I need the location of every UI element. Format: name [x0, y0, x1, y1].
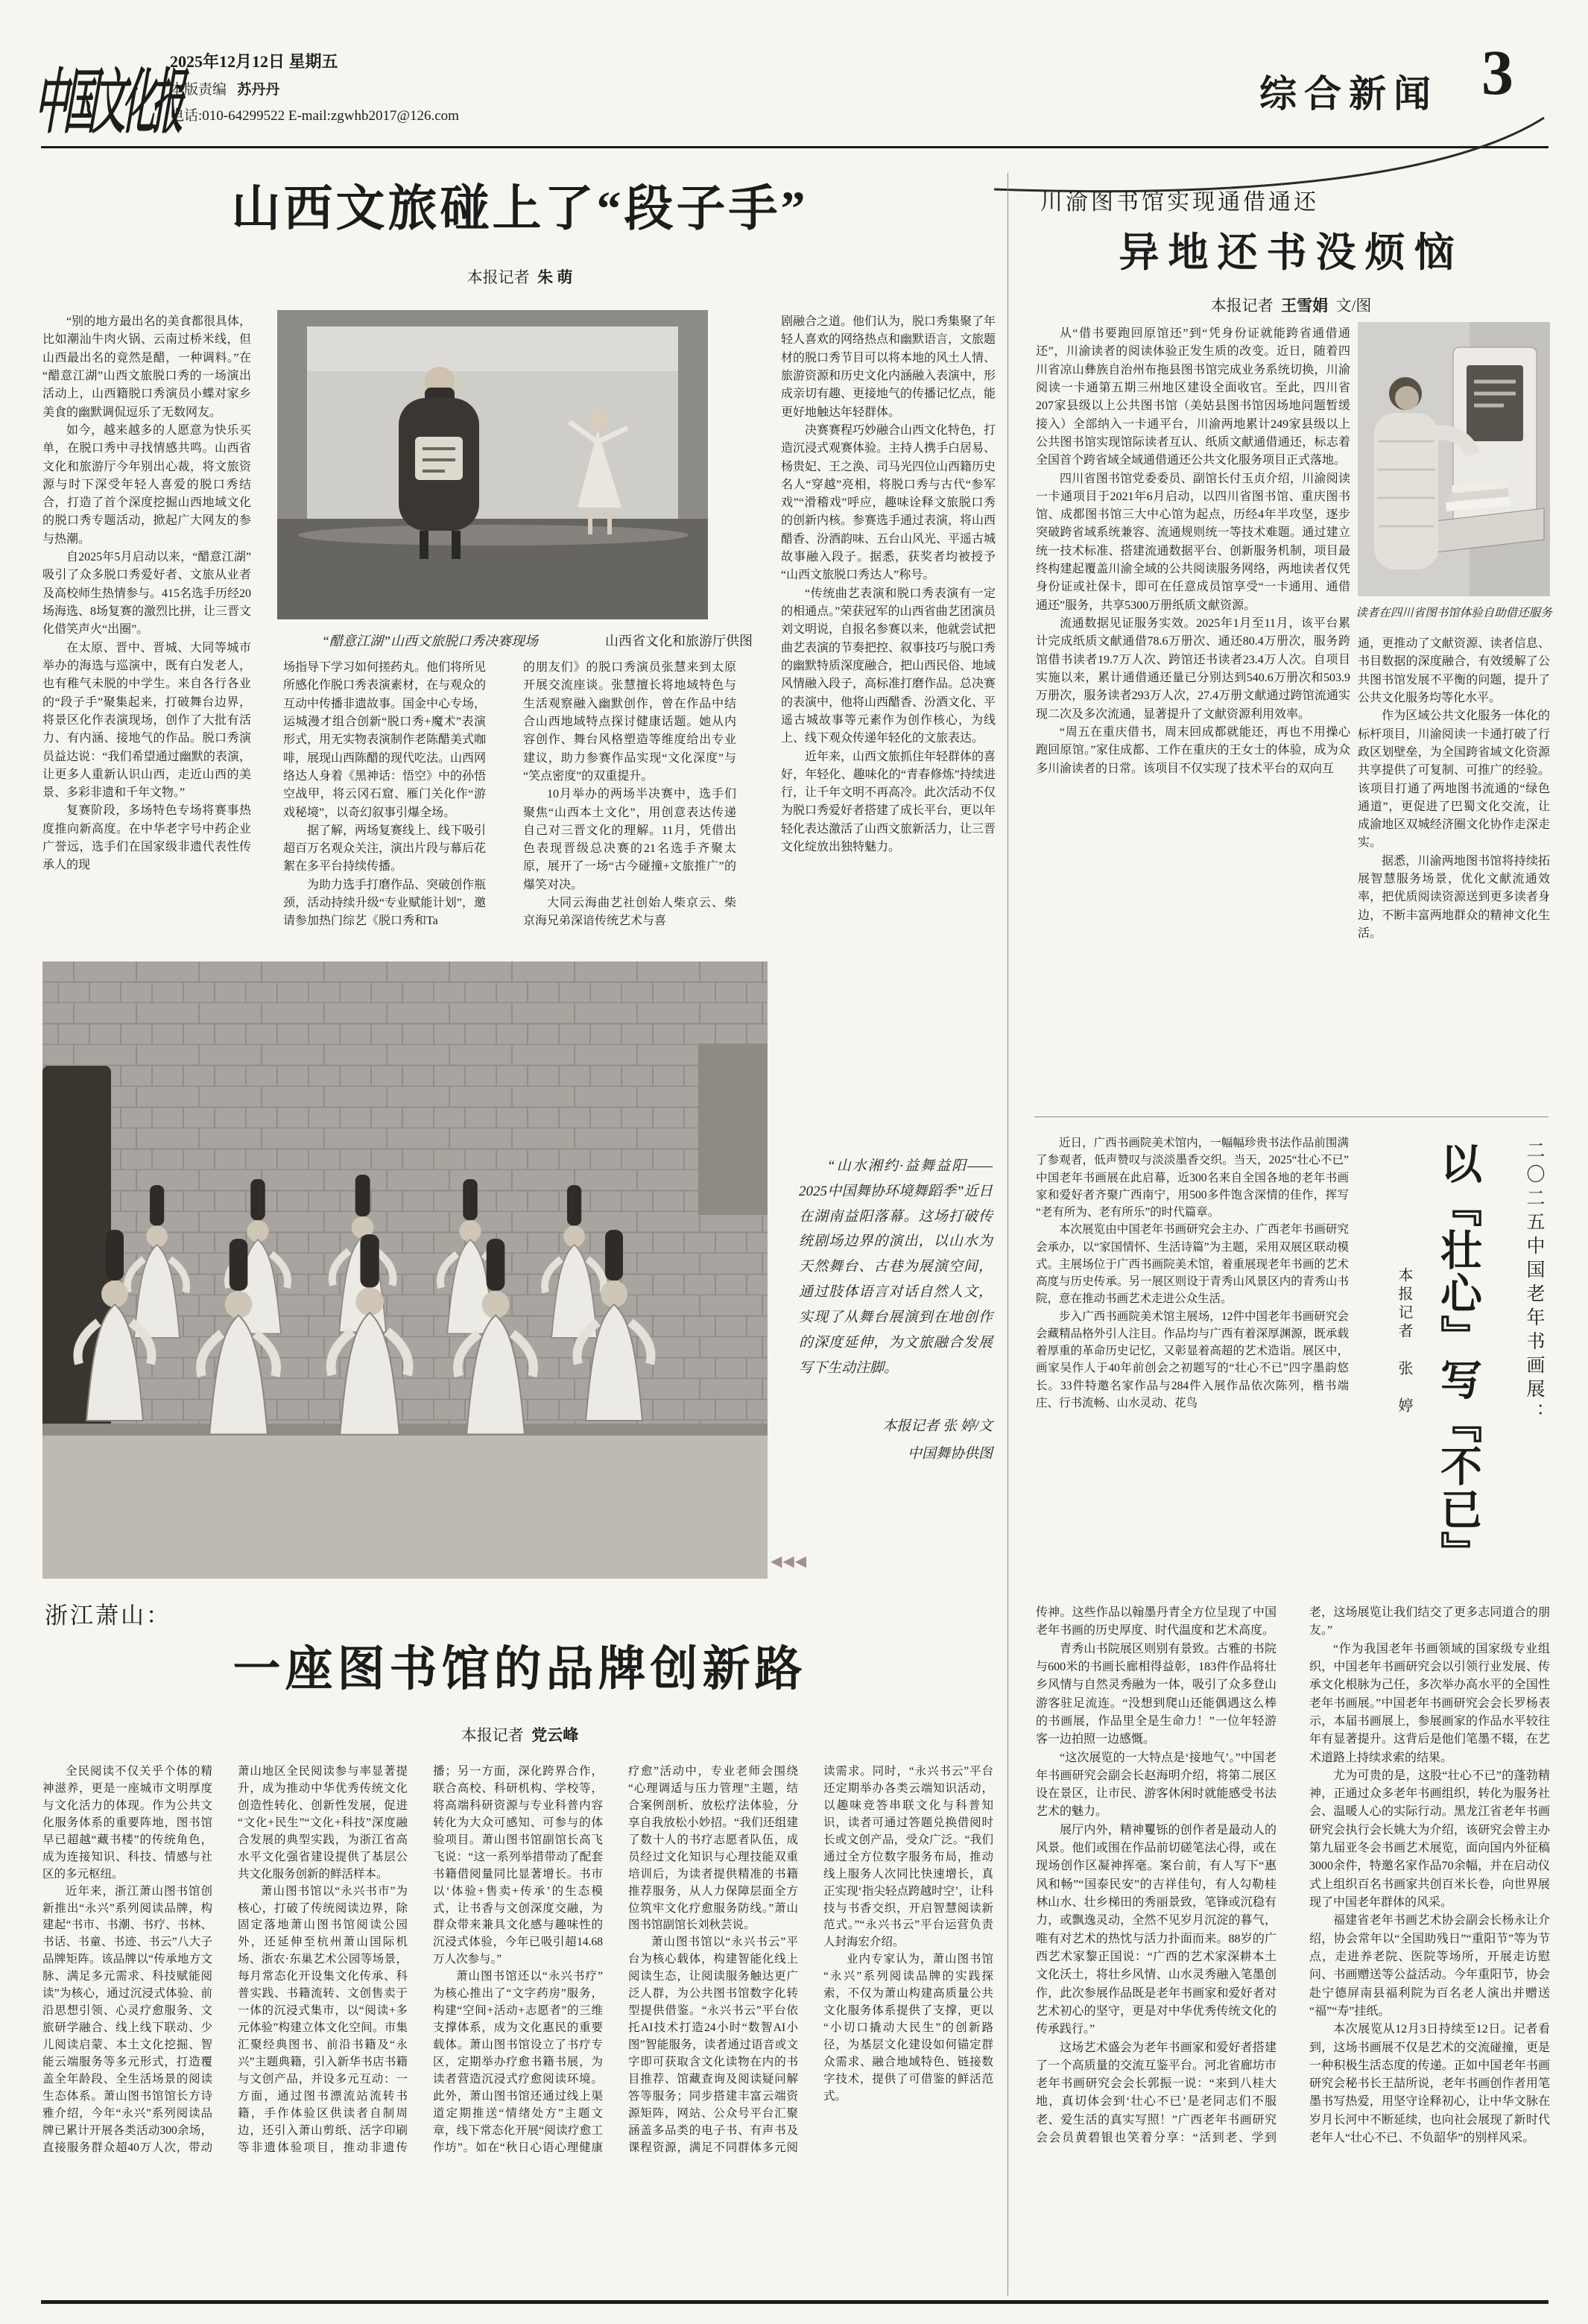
chuanyu-headline: 异地还书没烦恼	[1119, 230, 1464, 275]
paragraph: 作为区域公共文化服务一体化的标杆项目，川渝阅读一卡通打破了行政区划壁垒，为全国跨省域文化资源共享提供了可复制、可推广的经验。该项目打通了两地图书流通的“绿色通道”，更促进了巴蜀文化交流，让成渝地区双城经济圈文化协作走深走实。	[1358, 710, 1550, 850]
header-info	[170, 49, 459, 124]
byline-name: 党云峰	[531, 1726, 579, 1744]
publication-date: 2025年12月12日 星期五	[170, 52, 338, 71]
dance-caption-block	[799, 1154, 993, 1462]
laonian-headline-block	[1362, 1139, 1550, 1591]
byline-name: 朱 萌	[537, 268, 573, 286]
shanxi-stage-photo	[277, 310, 708, 619]
paragraph: 如今，越来越多的人愿意为快乐买单，在脱口秀中寻找情感共鸣。山西省文化和旅游厅今年别出心裁，将文旅资源与时下深受年轻人喜爱的脱口秀结合，打造了首个深度挖掘山西地域文化的脱口秀专题活动，掀起广大网友的参与热潮。	[42, 423, 251, 546]
chuanyu-byline	[1032, 294, 1550, 316]
paragraph: 流通数据见证服务实效。2025年1月至11月，该平台累计完成纸质文献通借78.6万册次、通还80.4万册次，服务跨馆借书读者19.7万人次、跨馆还书读者23.4万人次。自项目实施以来，累计通借通还量已分别达到540.6万册次和503.9万册次，服务读者293万人次，27.4万册文献通过跨馆流通实现二次及多次流通，显著提升了文献资源利用效率。	[1036, 617, 1350, 721]
xiaoshan-body	[42, 1763, 993, 2297]
paragraph: 剧融合之道。他们认为，脱口秀集聚了年轻人喜欢的网络热点和幽默语言，文旅题材的脱口秀节目可以将本地的风土人情、旅游资源和历史文化内涵融入表演中，形成亲切有趣、更接地气的传播记忆点，能更好地触达年轻群体。	[781, 315, 996, 419]
chuanyu-column-1	[1036, 325, 1350, 1109]
paragraph: “传统曲艺表演和脱口秀表演有一定的相通点。”荣获冠军的山西省曲艺团演员刘文明说，自报名参赛以来，他就尝试把曲艺表演的节奏把控、叙事技巧与脱口秀的幽默特质深度融合，把山西民俗、地域风情融入段子，高标准打磨作品。总决赛的表演中，他将山西醋香、汾酒文化、平遥古城故事等元素作为创作核心，为线上、线下观众传递年轻化的文旅表达。	[781, 587, 996, 745]
chuanyu-photo-caption: 读者在四川省图书馆体验自助借还服务	[1356, 607, 1552, 619]
photo-credit: 山西省文化和旅游厅供图	[605, 634, 753, 648]
paragraph: 大同云海曲艺社创始人柴京云、柴京海兄弟深谙传统艺术与喜	[523, 897, 736, 928]
laonian-column-a	[1036, 1134, 1349, 1591]
shanxi-column-4	[781, 313, 996, 941]
dance-caption: “山水湘约·益舞益阳——2025中国舞协环境舞蹈季”近日在湖南益阳落幕。这场打破传统剧场边界的演出，以山水为天然舞台、古巷为展演空间，通过肢体语言对话自然人文，实现了从舞台展演到在地创作的深度延伸，为文旅融合发展写下生动注脚。	[799, 1158, 993, 1376]
library-kiosk-photo	[1358, 322, 1550, 596]
paragraph: 近日，广西书画院美术馆内，一幅幅珍贵书法作品前围满了参观者，低声赞叹与淡淡墨香交织。当天，2025“壮心不已”中国老年书画展在此启幕，近300名来自全国各地的老年书画家和爱好者齐聚广西南宁，用500多件饱含深情的佳作，挥写“老有所为、老有所乐”的时代篇章。	[1036, 1137, 1349, 1219]
editor-name: 苏丹丹	[237, 82, 280, 98]
laonian-headline: 以『壮心』写『不已』	[1434, 1142, 1481, 1574]
paragraph: 全民阅读不仅关乎个体的精神滋养，更是一座城市文明厚度与文化活力的体现。作为公共文化服务体系的重要阵地，图书馆早已超越“藏书楼”的传统角色，成为连接知识、科技、情感与社区的多元枢纽。	[42, 1765, 212, 1881]
photo-caption: “醋意江湖”山西文旅脱口秀决赛现场	[322, 634, 539, 648]
paragraph: 通，更推动了文献资源、读者信息、书目数据的深度融合，有效缓解了公共图书馆发展不平衡的问题，提升了公共文化服务均等化水平。	[1358, 637, 1550, 704]
paragraph: 萧山图书馆以“永兴书云”平台为核心载体，构建智能化线上阅读生态，让阅读服务触达更广泛人群，为公共图书馆数字化转型提供借鉴。“永兴书云”平台依托AI技术打造24小时“数智AI小图”智能服务，读者通过语音或文字即可获取含文化读物在内的书目推荐、馆藏查询及阅读疑问解答等服务；同步搭建丰富云端资源矩阵，网站、公众号平台汇聚涵盖多品类的电子书、有声书及课程资源，满足不同群体多元阅读需求。同时，“永兴书云”平台还定期举办各类云端知识活动，以趣味竞答串联文化与科普知识，读者可通过答题兑换借阅时长或文创产品，受众广泛。“我们通过全方位数字服务布局，推动线上服务人次同比快速增长，真正实现‘指尖轻点跨越时空’，让科技与书香交织，开启智慧阅读新范式。”“永兴书云”平台运营负责人封海宏介绍。	[628, 1765, 993, 2154]
shanxi-photo-captions	[277, 623, 763, 650]
paragraph: 的朋友们》的脱口秀演员张慧来到太原开展交流座谈。张慧擅长将地域特色与生活观察融入幽默创作，曾在作品中结合山西地域特点探讨健康话题。她从内容创作、舞台风格塑造等维度给出专业建议，助力参赛作品实现“文化深度”与“笑点密度”的双重提升。	[523, 661, 736, 783]
section-title: 综合新闻	[1259, 73, 1438, 115]
byline-suffix: 文/图	[1335, 297, 1372, 315]
paragraph: 为助力选手打磨作品、突破创作瓶颈，活动持续升级“专业赋能计划”，邀请参加热门综艺《脱口秀和Ta	[283, 878, 486, 928]
paragraph: 近年来，山西文旅抓住年轻群体的喜好，年轻化、趣味化的“青春修炼”持续进行，让千年文明不再高冷。此次活动不仅为脱口秀爱好者搭建了成长平台，更以年轻化表达激活了山西文旅新活力，让三晋文化绽放出独特魅力。	[781, 750, 996, 854]
byline-label: 本报记者	[466, 268, 530, 286]
paragraph: 自2025年5月启动以来，“醋意江湖”吸引了众多脱口秀爱好者、文旅从业者及高校师生热情参与。415名选手历经20场海选、8场复赛的激烈比拼，让三晋文化借笑声火“出圈”。	[42, 551, 251, 637]
paragraph: 本次展览由中国老年书画研究会主办、广西老年书画研究会承办，以“家国情怀、生活诗篇”为主题，采用双展区联动模式。主展场位于广西书画院美术馆，着重展现老年书画的艺术高度与历史传承。另一展区则设于青秀山风景区内的青秀山书院，意在推动书画艺术走进公众生活。	[1036, 1223, 1349, 1306]
shanxi-column-3	[523, 659, 736, 941]
paragraph: 业内专家认为，萧山图书馆“永兴”系列阅读品牌的实践探索，不仅为萧山构建高质量公共文化服务体系提供了支撑，更以“小切口撬动大民生”的创新路径，为基层文化建设如何锚定群众需求、融合地域特色、链接数字技术，提供了可借鉴的鲜活范式。	[823, 1953, 993, 2103]
paragraph: 尤为可贵的是，这股“壮心不已”的蓬勃精神，正通过众多老年书画组织，转化为服务社会、温暖人心的实际行动。黑龙江省老年书画研究会执行会长姚大为介绍，该研究会曾主办第九届亚冬会书画艺术展览，面向国内外征稿3000余件，特邀名家作品70余幅，并在启动仪式上组织百名书画家共创百米长卷，向世界展现了中国老年群体的风采。	[1309, 1769, 1550, 1909]
chuanyu-column-2	[1358, 635, 1550, 1109]
xiaoshan-kicker: 浙江萧山：	[45, 1603, 171, 1629]
paragraph: 萧山图书馆还以“永兴书疗”为核心推出了“文字药房”服务，构建“空间+活动+志愿者”的三维支撑体系，成为文化惠民的重要载体。萧山图书馆设立了书疗专区，定期举办疗愈书籍书展，为读者营造沉浸式疗愈阅读环境。此外，萧山图书馆还通过线上渠道定期推送“情绪处方”主题文章，线下常态化开展“阅读疗愈工作坊”。如在“秋日心语心理健康疗愈”活动中，专业老师会围绕“心理调适与压力管理”主题，结合案例剖析、放松疗法体验，分享自我放松小妙招。“我们还组建了数十人的书疗志愿者队伍，成员经过文化知识与心理技能双重培训后，为读者提供精准的书籍推荐服务，从人力保障层面全方位筑牢文化疗愈服务防线。”萧山图书馆副馆长刘秋芸说。	[433, 1765, 798, 2154]
laonian-kicker: 二〇二五中国老年书画展：	[1524, 1140, 1544, 1427]
editor-line	[170, 78, 459, 98]
paragraph: 展厅内外，精神矍铄的创作者是最动人的风景。他们或围在作品前切磋笔法心得，或在现场创作区凝神挥毫。案台前，有人写下“惠风和畅”“国泰民安”的吉祥佳句，有人勾勒桂林山水、壮乡梯田的秀丽景致，笔锋或沉稳有力，或飘逸灵动，全然不见岁月沉淀的暮气，唯有对艺术的热忱与活力扑面而来。88岁的广西艺术家黎正国说：“广西的艺术家深耕本土文化沃土，将壮乡风情、山水灵秀融入笔墨创作，此次参展作品既是老年书画家和爱好者对艺术初心的坚守，更是对中华优秀传统文化的传承践行。”	[1036, 1823, 1277, 2036]
paragraph: 四川省图书馆党委委员、副馆长付玉贞介绍，川渝阅读一卡通项目于2021年6月启动，以四川省图书馆、重庆图书馆、成都图书馆三大中心馆为起点，历经4年半攻坚，逐步突破跨省域系统兼容、流通规则统一等技术难题。通过建立统一技术标准、搭建流通数据平台、创新服务机制，项目最终构建起覆盖川渝全域的公共阅读服务网络，两地读者仅凭身份证或社保卡，即可在任意成员馆享受“一卡通用、通借通还”服务，共享5300万册纸质文献资源。	[1036, 472, 1350, 612]
paragraph: 传神。这些作品以翰墨丹青全方位呈现了中国老年书画的历史厚度、时代温度和艺术高度。	[1036, 1606, 1277, 1638]
paragraph: 福建省老年书画艺术协会副会长杨永让介绍，协会常年以“全国助残日”“重阳节”等为节点，走进养老院、医院等场所，开展走访慰问、书画赠送等公益活动。今年重阳节，协会赴宁德屏南县福利院为百名老人演出并赠送“福”“寿”挂纸。	[1309, 1914, 1550, 2018]
byline-label: 本报记者	[461, 1726, 524, 1744]
paragraph: 从“借书要跑回原馆还”到“凭身份证就能跨省通借通还”，川渝读者的阅读体验正发生质的改变。近日，随着四川省凉山彝族自治州布拖县图书馆完成业务系统切换，川渝阅读一卡通第五期三州地区建设全面收官。至此，四川省207家县级以上公共图书馆（美姑县图书馆因场地问题暂缓接入）全部纳入一卡通平台，川渝两地累计249家县级以上公共图书馆实现馆际读者互认、纸质文献通借通还，标志着全国首个跨省域全域通借通还公共文化服务项目正式落地。	[1036, 327, 1350, 467]
byline-name: 王雪娟	[1281, 297, 1329, 315]
chuanyu-kicker: 川渝图书馆实现通借通还	[1040, 190, 1319, 215]
vertical-divider	[1007, 173, 1008, 2296]
editor-label: 本版责编	[170, 82, 227, 98]
shanxi-byline	[41, 265, 999, 288]
bottom-rule	[41, 2300, 1549, 2304]
paragraph: 步入广西书画院美术馆主展场，12件中国老年书画研究会会藏精品格外引人注目。作品均与广西有着深厚渊源，既承载着厚重的革命历史记忆，又彰显着高超的艺术造诣。展区中，画家吴作人于40年前创会之初题写的“壮心不已”四字墨韵悠长。33件特邀名家作品与284件入展作品依次陈列，楷书端庄、行书流畅、山水灵动、花鸟	[1036, 1310, 1349, 1409]
paragraph: 复赛阶段，多场特色专场将赛事热度推向新高度。在中华老字号中药企业广誉远，选手们在国家级非遗代表性传承人的现	[42, 804, 251, 872]
paragraph: 场指导下学习如何搓药丸。他们将所见所感化作脱口秀表演素材，在与观众的互动中传播非遗故事。国金中心专场，运城漫才组合创新“脱口秀+魔术”表演形式，用无实物表演制作老陈醋美式咖啡，展现山西陈醋的现代吃法。山西网络达人身着《黑神话：悟空》中的孙悟空战甲，将云冈石窟、雁门关化作“游戏秘境”，以奇幻叙事引爆全场。	[283, 661, 486, 819]
paragraph: “周五在重庆借书，周末回成都就能还，再也不用操心跑回原馆。”家住成都、工作在重庆的王女士的体验，成为众多川渝读者的日常。该项目不仅实现了技术平台的双向互	[1036, 725, 1350, 775]
xiaoshan-headline: 一座图书馆的品牌创新路	[232, 1643, 807, 1696]
laonian-column-b	[1036, 1604, 1550, 2297]
paragraph: 本次展览从12月3日持续至12日。记者看到，这场书画展不仅是艺术的交流碰撞，更是一种积极生活态度的传递。正如中国老年书画研究会秘书长王喆所说，老年书画创作者用笔墨书写热爱，用坚守诠释初心，让中华文脉在岁月长河中不断延续，也向社会展现了新时代老年人“壮心不已、不负韶华”的别样风采。	[1309, 2023, 1550, 2145]
shanxi-column-2	[283, 659, 486, 941]
paragraph: 决赛赛程巧妙融合山西文化特色，打造沉浸式观赛体验。主持人携手白居易、杨贵妃、王之涣、司马光四位山西籍历史名人“穿越”亮相，将脱口秀与古代“参军戏”“滑稽戏”呼应，趣味诠释文旅脱口秀的创新内核。参赛选手通过表演，将山西醋香、汾酒韵味、五台山风光、平遥古城故事融入段子。据悉，获奖者均被授予“山西文旅脱口秀达人”称号。	[781, 423, 996, 582]
paragraph: 近年来，浙江萧山图书馆创新推出“永兴”系列阅读品牌，构建起“书市、书潮、书疗、书林、书话、书童、书迹、书云”八大子品牌矩阵。该品牌以“传承地方文脉、满足多元需求、科技赋能阅读”为核心，通过沉浸式体验、前沿思想引领、心灵疗愈服务、文旅研学融合、线上线下联动、少儿阅读启蒙、本土文化挖掘、智能云端服务等多元形式，打造覆盖全年龄段、全生活场景的阅读生态体系。萧山图书馆馆长方诗雅介绍，今年“永兴”系列阅读品牌已累计开展各类活动300余场，直接服务群众超40万人次，带动萧山地区全民阅读参与率显著提升，成为推动中华优秀传统文化创造性转化、创新性发展，促进“文化+民生”“文化+科技”深度融合发展的典型实践，为浙江省高水平文化强省建设提供了基层公共文化服务创新的鲜活样本。	[42, 1765, 408, 2154]
dance-byline: 本报记者 张 婷/文	[882, 1418, 993, 1435]
contact-line: 电话:010-64299522 E-mail:zgwhb2017@126.com	[170, 108, 459, 124]
byline-label: 本报记者	[1210, 297, 1274, 315]
paragraph: “别的地方最出名的美食都很具体，比如潮汕牛肉火锅、云南过桥米线，但山西最出名的竟然是醋，一种调料。”在“醋意江湖”山西文旅脱口秀的一场演出活动上，山西籍脱口秀演员小蝶对家乡美食的幽默调侃逗乐了无数网友。	[42, 315, 251, 419]
paragraph: 青秀山书院展区则别有景致。古雅的书院与600米的书画长廊相得益彰，183件作品将壮乡风情与自然灵秀融为一体，吸引了众多登山游客驻足流连。“没想到爬山还能偶遇这么棒的书画展，作品里全是生命力！”一位年轻游客一边拍照一边感慨。	[1036, 1642, 1277, 1746]
paragraph: “这次展览的一大特点是‘接地气’。”中国老年书画研究会副会长赵海明介绍，将第二展区设在景区，让市民、游客休闲时就能感受书法艺术的魅力。	[1036, 1751, 1277, 1819]
shanxi-column-1	[42, 313, 251, 941]
paragraph: 在太原、晋中、晋城、大同等城市举办的海选与巡演中，既有白发老人，也有稚气未脱的中学生。来自各行各业的“段子手”聚集起来，打破舞台边界，将景区化作表演现场，创作了大批有活力、有内涵、接地气的作品。脱口秀演员益达说：“我们希望通过幽默的表演，让更多人重新认识山西，走近山西的美景、多彩非遗和千年文物。”	[42, 641, 251, 800]
laonian-byline: 本报记者 张 婷	[1396, 1267, 1412, 1416]
paragraph: 萧山图书馆以“永兴书市”为核心，打破了传统阅读边界，除固定落地萧山图书馆阅读公园外，还延伸至杭州萧山国际机场、浙农·东巢艺术公园等场景，每月常态化开设集文化传承、科普实践、书籍流转、文创售卖于一体的沉浸式集市，以“阅读+多元体验”构建立体文化空间。市集汇聚经典图书、前沿书籍及“永兴”主题典籍，引入新华书店书籍与文创产品，并设多元互动：一方面，通过图书漂流站流转书籍，手作体验区供读者自制周边，还引入萧山剪纸、活字印刷等非遗体验项目，推动非遗传播；另一方面，深化跨界合作，联合高校、科研机构、学校等，将高端科研资源与专业科普内容转化为大众可感知、可参与的体验项目。萧山图书馆副馆长高飞飞说：“这一系列举措带动了配套书籍借阅量同比显著增长。书市以‘体验+售卖+传承’的生态模式，让书香与文创深度交融，为群众带来兼具文化感与趣味性的沉浸式体验，今年已吸引超14.68万人次参与。”	[238, 1765, 603, 2154]
xiaoshan-byline	[41, 1723, 999, 1746]
dance-credit: 中国舞协供图	[907, 1446, 993, 1462]
paragraph: 据悉，川渝两地图书馆将持续拓展智慧服务场景，优化文献流通效率，把优质阅读资源送到更多读者身边，不断丰富两地群众的精神文化生活。	[1358, 854, 1550, 940]
dancers-photo	[42, 962, 768, 1579]
page-number: 3	[1481, 37, 1513, 108]
shanxi-headline: 山西文旅碰上了“段子手”	[231, 182, 809, 236]
paragraph: 这场艺术盛会为老年书画家和爱好者搭建了一个高质量的交流互鉴平台。河北省廊坊市老年书画研究会会长郭振一说：“来到八桂大地，真切体会到‘壮心不已’是老同志们不服老、爱生活的真实写照！”广西老年书画研究会会员黄碧银也笑着分享：“活到老、学到老，这场展览让我们结交了更多志同道合的朋友。”	[1036, 1606, 1550, 2145]
paragraph: “作为我国老年书画领域的国家级专业组织，中国老年书画研究会以引领行业发展、传承文化根脉为己任，多次举办高水平的全国性老年书画展。”中国老年书画研究会会长罗杨表示，本届书画展上，参展画家的作品水平较往年有显著提升。这背后是他们笔墨不辍，在艺术道路上持续求索的结果。	[1309, 1642, 1550, 1764]
photo-arrows: ◀◀◀	[771, 1553, 808, 1570]
paragraph: 10月举办的两场半决赛中，选手们聚焦“山西本土文化”，用创意表达传递自己对三晋文化的理解。11月，凭借出色表现晋级总决赛的21名选手齐聚太原，展开了一场“古今碰撞+文旅推广”的爆笑对决。	[523, 788, 736, 891]
paragraph: 据了解，两场复赛线上、线下吸引超百万名观众关注，演出片段与幕后花絮在多平台持续传播。	[283, 824, 486, 874]
masthead-logo: 中国文化报	[33, 63, 183, 143]
